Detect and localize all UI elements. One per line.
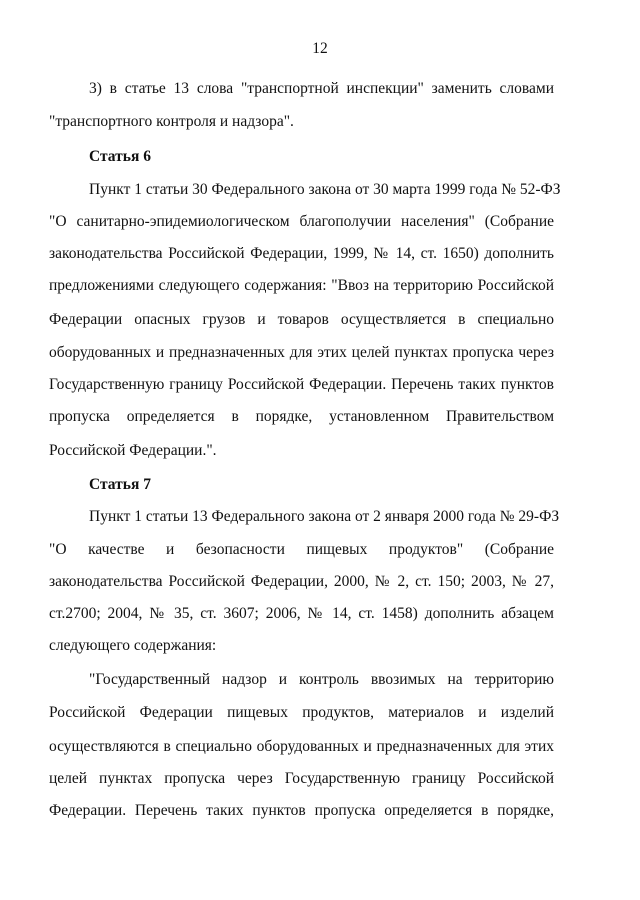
article6-line-1: Пункт 1 статьи 30 Федерального закона от 30 марта 1999 года № 52-ФЗ [89,181,561,198]
article7-line-9: целей пунктах пропуска через Государственную границу Российской [49,770,554,787]
article7-heading: Статья 7 [89,476,151,493]
article7-line-2: "О качестве и безопасности пищевых продуктов" (Собрание [49,541,554,558]
article7-line-6: "Государственный надзор и контроль ввозимых на территорию [89,671,554,688]
article6-line-9: Российской Федерации.". [49,442,217,459]
article6-line-5: Федерации опасных грузов и товаров осуществляется в специально [49,311,554,328]
article6-line-4: предложениями следующего содержания: "Ввоз на территорию Российской [49,277,554,294]
article6-line-6: оборудованных и предназначенных для этих целей пунктах пропуска через [49,344,554,361]
article6-heading: Статья 6 [89,148,151,165]
page-number: 12 [312,40,328,57]
article7-line-3: законодательства Российской Федерации, 2000, № 2, ст. 150; 2003, № 27, [49,573,554,590]
article6-line-8: пропуска определяется в порядке, установленном Правительством [49,408,554,425]
article7-line-5: следующего содержания: [49,637,217,654]
article6-line-7: Государственную границу Российской Федерации. Перечень таких пунктов [49,376,554,393]
article7-line-4: ст.2700; 2004, № 35, ст. 3607; 2006, № 14, ст. 1458) дополнить абзацем [49,605,554,622]
item3-line-2: "транспортного контроля и надзора". [49,113,294,130]
article7-line-1: Пункт 1 статьи 13 Федерального закона от 2 января 2000 года № 29-ФЗ [89,508,560,525]
item3-line-1: 3) в статье 13 слова "транспортной инспекции" заменить словами [89,80,554,97]
article6-line-3: законодательства Российской Федерации, 1999, № 14, ст. 1650) дополнить [49,245,554,262]
article7-line-10: Федерации. Перечень таких пунктов пропуска определяется в порядке, [49,802,554,819]
article7-line-7: Российской Федерации пищевых продуктов, материалов и изделий [49,704,554,721]
article7-line-8: осуществляются в специально оборудованных и предназначенных для этих [49,738,554,755]
article6-line-2: "О санитарно-эпидемиологическом благополучии населения" (Собрание [49,213,554,230]
